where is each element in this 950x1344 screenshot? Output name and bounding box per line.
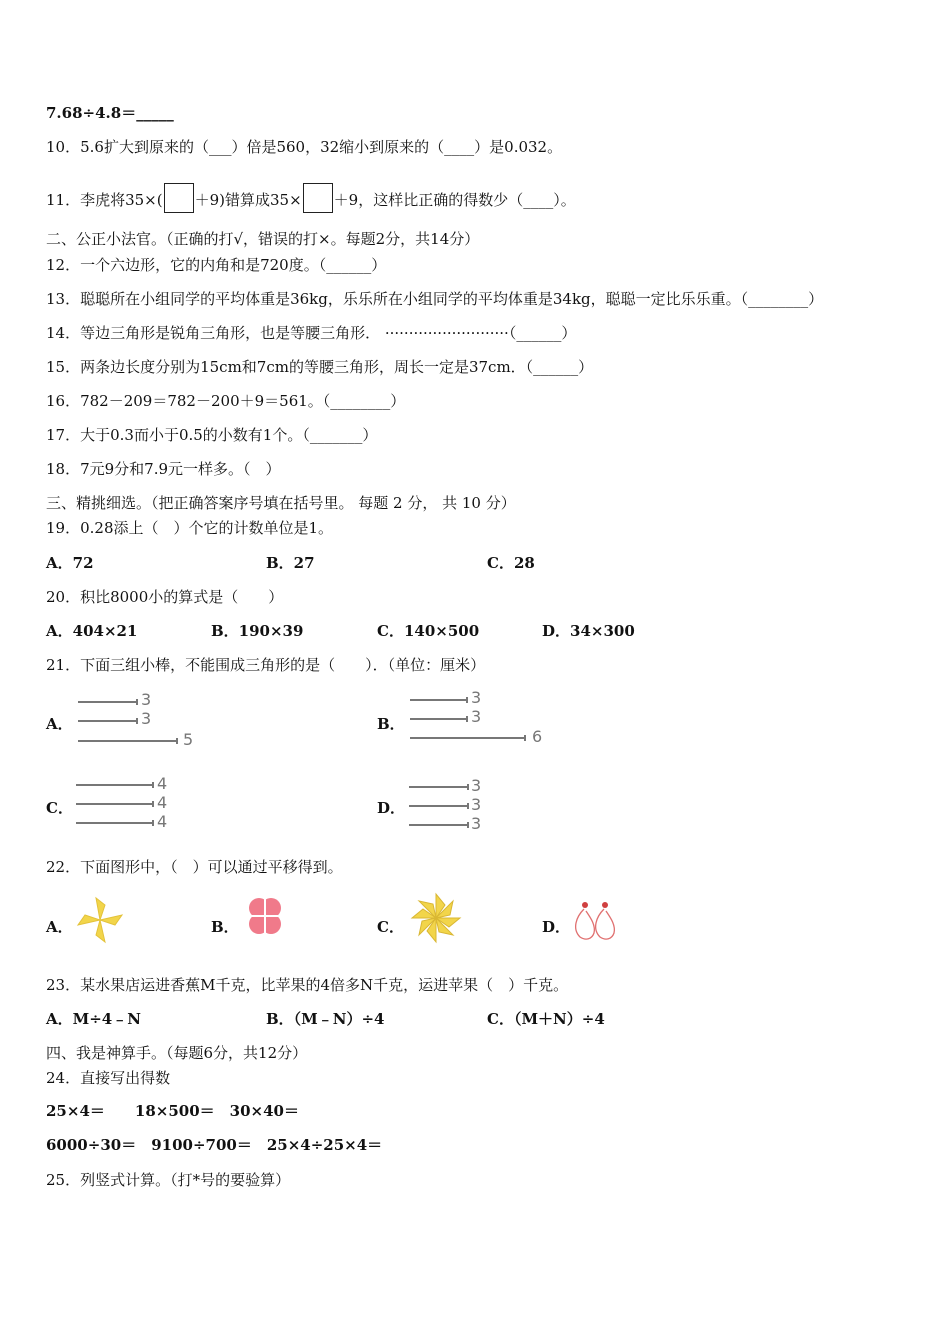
stick bbox=[410, 699, 466, 701]
stick-length: 3 bbox=[471, 795, 482, 814]
stick bbox=[409, 805, 467, 807]
stick-length: 3 bbox=[471, 776, 482, 795]
q20-option-d[interactable]: D．34×300 bbox=[542, 622, 635, 640]
q11-part-b: ＋9)错算成35× bbox=[194, 191, 302, 209]
question-15: 15．两条边长度分别为15cm和7cm的等腰三角形，周长一定是37cm．（______） bbox=[46, 358, 594, 376]
q20-option-a[interactable]: A．404×21 bbox=[46, 622, 138, 640]
q20-option-b[interactable]: B．190×39 bbox=[211, 622, 304, 640]
q11-part-a: 11．李虎将35×( bbox=[46, 191, 163, 209]
question-20: 20．积比8000小的算式是（ ） bbox=[46, 588, 284, 606]
question-22: 22．下面图形中，（ ）可以通过平移得到。 bbox=[46, 858, 343, 876]
stick-length: 3 bbox=[471, 688, 482, 707]
q21-option-a[interactable]: A． bbox=[46, 715, 73, 733]
answer-box-2[interactable] bbox=[303, 183, 333, 213]
question-12: 12．一个六边形，它的内角和是720度。（______） bbox=[46, 256, 387, 274]
stick-length: 3 bbox=[471, 814, 482, 833]
q24-row-2: 6000÷30＝ 9100÷700＝ 25×4÷25×4＝ bbox=[46, 1136, 383, 1154]
stick-length: 4 bbox=[157, 793, 168, 812]
answer-box-1[interactable] bbox=[164, 183, 194, 213]
q19-option-c[interactable]: C．28 bbox=[487, 554, 535, 572]
section-4-title: 四、我是神算手。（每题6分，共12分） bbox=[46, 1044, 308, 1062]
stick-length: 3 bbox=[141, 709, 152, 728]
sun-pinwheel-icon bbox=[409, 891, 463, 945]
stick bbox=[76, 822, 152, 824]
hens-icon bbox=[570, 899, 626, 943]
q23-option-b[interactable]: B．（M﹣N）÷4 bbox=[266, 1010, 385, 1028]
stick bbox=[76, 784, 152, 786]
q11-part-c: ＋9，这样比正确的得数少（____）。 bbox=[333, 191, 576, 209]
q21-option-b[interactable]: B． bbox=[377, 715, 405, 733]
equation-line: 7.68÷4.8＝_____ bbox=[46, 104, 174, 122]
stick-length: 6 bbox=[532, 727, 543, 746]
question-25: 25．列竖式计算。（打*号的要验算） bbox=[46, 1171, 291, 1189]
q22-option-d[interactable]: D． bbox=[542, 918, 571, 936]
question-18: 18．7元9分和7.9元一样多。（ ） bbox=[46, 460, 281, 478]
stick-length: 3 bbox=[471, 707, 482, 726]
q21-option-d[interactable]: D． bbox=[377, 799, 406, 817]
question-21: 21．下面三组小棒，不能围成三角形的是（ ）．（单位：厘米） bbox=[46, 656, 486, 674]
q23-option-a[interactable]: A．M÷4﹣N bbox=[46, 1010, 141, 1028]
stick bbox=[76, 803, 152, 805]
question-23: 23．某水果店运进香蕉M千克，比苹果的4倍多N千克，运进苹果（ ）千克。 bbox=[46, 976, 569, 994]
stick bbox=[409, 786, 467, 788]
q19-option-b[interactable]: B．27 bbox=[266, 554, 315, 572]
q21-option-c[interactable]: C． bbox=[46, 799, 73, 817]
stick-length: 3 bbox=[141, 690, 152, 709]
flower-icon bbox=[239, 893, 291, 943]
question-13: 13．聪聪所在小组同学的平均体重是36kg，乐乐所在小组同学的平均体重是34kg，聪聪一定比乐乐重。（________） bbox=[46, 290, 824, 308]
pinwheel-icon bbox=[74, 895, 126, 945]
stick bbox=[78, 720, 136, 722]
q22-option-a[interactable]: A． bbox=[46, 918, 73, 936]
question-11 bbox=[46, 183, 576, 213]
question-17: 17．大于0.3而小于0.5的小数有1个。（_______） bbox=[46, 426, 378, 444]
stick bbox=[78, 701, 136, 703]
question-14: 14．等边三角形是锐角三角形，也是等腰三角形． ··························（______） bbox=[46, 324, 577, 342]
q20-option-c[interactable]: C．140×500 bbox=[377, 622, 480, 640]
q22-option-b[interactable]: B． bbox=[211, 918, 239, 936]
question-24: 24．直接写出得数 bbox=[46, 1069, 171, 1087]
q23-option-c[interactable]: C．（M＋N）÷4 bbox=[487, 1010, 605, 1028]
question-19: 19．0.28添上（ ）个它的计数单位是1。 bbox=[46, 519, 334, 537]
q24-row-1: 25×4＝ 18×500＝ 30×40＝ bbox=[46, 1102, 299, 1120]
section-2-title: 二、公正小法官。（正确的打√，错误的打×。每题2分，共14分） bbox=[46, 230, 480, 248]
q19-option-a[interactable]: A．72 bbox=[46, 554, 94, 572]
stick-length: 4 bbox=[157, 774, 168, 793]
section-3-title: 三、精挑细选。（把正确答案序号填在括号里。 每题 2 分， 共 10 分） bbox=[46, 494, 516, 512]
stick-length: 5 bbox=[183, 730, 194, 749]
stick bbox=[410, 718, 466, 720]
q22-option-c[interactable]: C． bbox=[377, 918, 404, 936]
stick-length: 4 bbox=[157, 812, 168, 831]
stick bbox=[409, 824, 467, 826]
question-10: 10．5.6扩大到原来的（___）倍是560，32缩小到原来的（____）是0.032。 bbox=[46, 138, 563, 156]
stick bbox=[78, 740, 176, 742]
question-16: 16．782－209＝782－200＋9＝561。（________） bbox=[46, 392, 406, 410]
stick bbox=[410, 737, 524, 739]
